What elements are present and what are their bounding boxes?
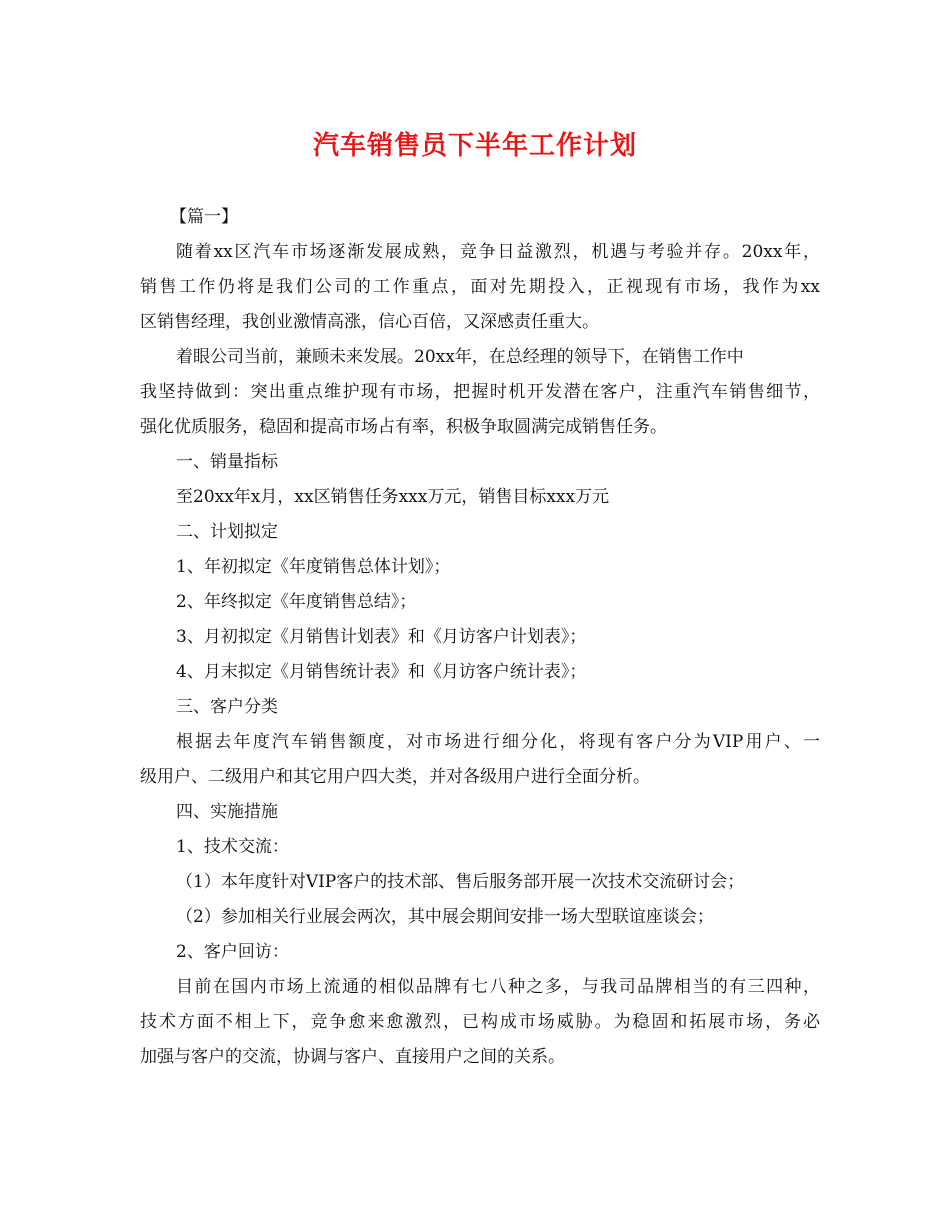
paragraph-line: 三、客户分类 <box>176 697 278 717</box>
document-title: 汽车销售员下半年工作计划 <box>312 131 637 161</box>
paragraph-line: 四、实施措施 <box>176 802 278 822</box>
paragraph-line: 2、年终拟定《年度销售总结》； <box>176 592 417 612</box>
paragraph-line: 2、客户回访： <box>176 942 289 962</box>
paragraph-line: 3、月初拟定《月销售计划表》和《月访客户计划表》； <box>176 627 587 647</box>
paragraph-line: 根据去年度汽车销售额度，对市场进行细分化，将现有客户分为VIP用户、一 <box>176 732 820 752</box>
paragraph-line: 目前在国内市场上流通的相似品牌有七八种之多，与我司品牌相当的有三四种， <box>176 977 820 997</box>
paragraph-line: 着眼公司当前，兼顾未来发展。20xx年，在总经理的领导下，在销售工作中 <box>176 347 744 367</box>
paragraph-line: 至20xx年x月，xx区销售任务xxx万元，销售目标xxx万元 <box>176 487 610 507</box>
paragraph-line: （1）本年度针对VIP客户的技术部、售后服务部开展一次技术交流研讨会； <box>176 872 745 892</box>
paragraph-line: 二、计划拟定 <box>176 522 278 542</box>
paragraph-line: 1、技术交流： <box>176 837 289 857</box>
paragraph-line: 级用户、二级用户和其它用户四大类，并对各级用户进行全面分析。 <box>140 767 650 787</box>
section-label: 【篇一】 <box>170 207 238 227</box>
paragraph-line: 随着xx区汽车市场逐渐发展成熟，竞争日益激烈，机遇与考验并存。20xx年， <box>176 242 820 262</box>
document-body <box>140 200 820 1075</box>
paragraph-line: 4、月末拟定《月销售统计表》和《月访客户统计表》； <box>176 662 587 682</box>
paragraph-line: 技术方面不相上下，竞争愈来愈激烈，已构成市场威胁。为稳固和拓展市场，务必 <box>140 1012 820 1032</box>
paragraph-line: （2）参加相关行业展会两次，其中展会期间安排一场大型联谊座谈会； <box>176 907 714 927</box>
paragraph-line: 区销售经理，我创业激情高涨，信心百倍，又深感责任重大。 <box>140 312 599 332</box>
paragraph-line: 销售工作仍将是我们公司的工作重点，面对先期投入，正视现有市场，我作为xx <box>140 277 820 297</box>
paragraph-line: 加强与客户的交流，协调与客户、直接用户之间的关系。 <box>140 1047 565 1067</box>
paragraph-line: 1、年初拟定《年度销售总体计划》； <box>176 557 451 577</box>
paragraph-line: 一、销量指标 <box>176 452 278 472</box>
paragraph-line: 我坚持做到：突出重点维护现有市场，把握时机开发潜在客户，注重汽车销售细节， <box>140 382 820 402</box>
paragraph-line: 强化优质服务，稳固和提高市场占有率，积极争取圆满完成销售任务。 <box>140 417 667 437</box>
